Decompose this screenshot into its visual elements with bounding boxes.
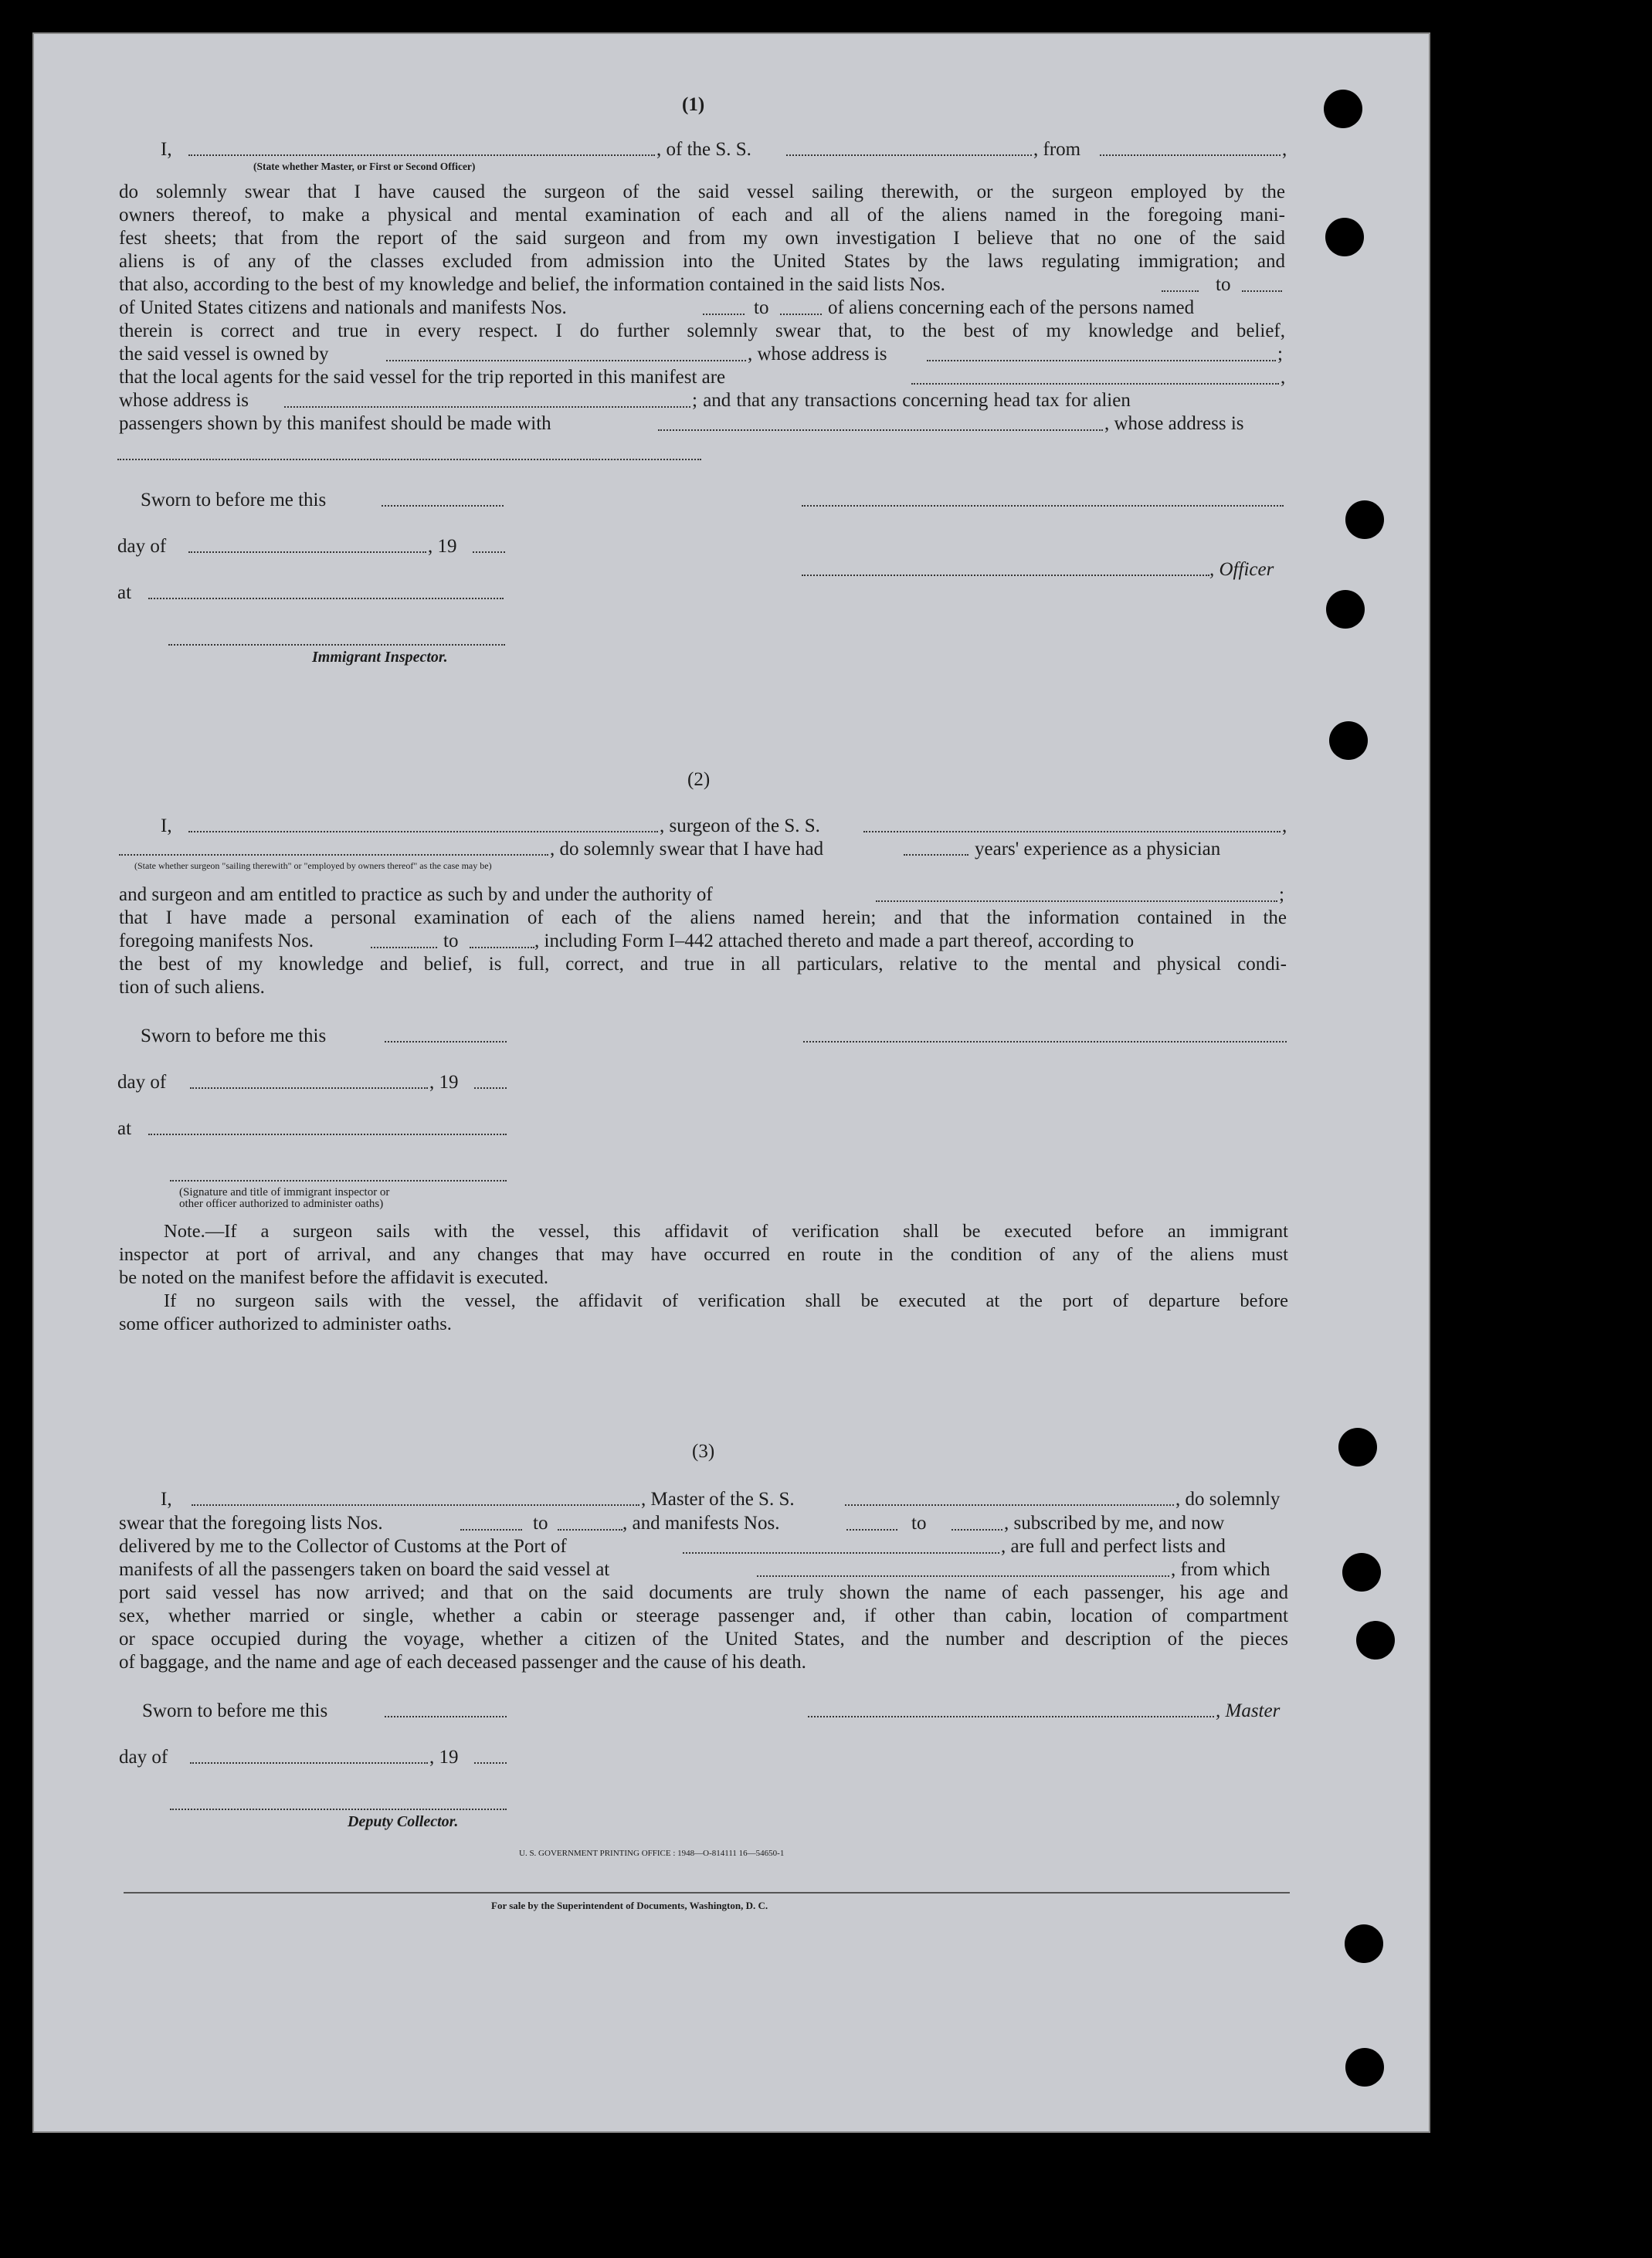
punch-hole-icon [1326, 590, 1365, 629]
s3-lists-text: swear that the foregoing lists Nos. [119, 1513, 383, 1534]
s2-note-line: some officer authorized to administer oaths. [119, 1314, 452, 1334]
s1-owner-address-label: , whose address is [748, 344, 887, 364]
s1-inspector-signature-field[interactable] [168, 644, 505, 646]
s3-line1-ss: , Master of the S. S. [641, 1489, 795, 1510]
s1-officer-label: , Officer [1209, 559, 1274, 580]
s1-owner-field[interactable] [386, 360, 746, 361]
s3-lists-from-field[interactable] [460, 1529, 522, 1531]
s2-authority-field[interactable] [876, 900, 1277, 902]
punch-hole-icon [1345, 500, 1384, 539]
s2-years-field[interactable] [904, 854, 968, 856]
s1-owned-text: the said vessel is owned by [119, 344, 329, 364]
s2-surgeon-name-field[interactable] [188, 831, 658, 832]
s1-headtax-text: ; and that any transactions concerning head tax for alien [692, 390, 1131, 411]
s1-para-line: aliens is of any of the classes excluded from admission into the United States by the laws regulating immigration; and [119, 251, 1285, 272]
s3-sworn-label: Sworn to before me this [142, 1700, 328, 1721]
s1-para-line: do solemnly swear that I have caused the surgeon of the said vessel sailing therewith, or the surgeon employed by the [119, 181, 1285, 202]
s2-semicolon: ; [1279, 884, 1284, 905]
s3-para-line: of baggage, and the name and age of each deceased passenger and the cause of his death. [119, 1652, 806, 1673]
s2-manifests-text: foregoing manifests Nos. [119, 931, 314, 951]
s2-manifests-from-field[interactable] [371, 947, 437, 948]
s3-manifests-text: , and manifests Nos. [622, 1513, 780, 1534]
s3-line1-i: I, [161, 1489, 172, 1510]
s3-from-which: , from which [1171, 1559, 1270, 1580]
s1-manifests-text: of United States citizens and nationals and manifests Nos. [119, 297, 567, 318]
s1-dayof-label: day of [117, 536, 167, 557]
s1-officer-signature-field[interactable] [802, 505, 1284, 507]
s1-manifests-from-field[interactable] [703, 314, 745, 315]
s1-agents-address-field[interactable] [284, 406, 690, 408]
s3-boarded-at-field[interactable] [757, 1575, 1169, 1577]
s3-lists-to-field[interactable] [558, 1529, 622, 1531]
s2-surgeon-signature-field[interactable] [803, 1041, 1287, 1043]
s3-port-field[interactable] [683, 1552, 999, 1554]
s1-para-line: owners thereof, to make a physical and mental examination of each and all of the aliens named in the foregoing mani- [119, 205, 1285, 225]
s1-para-line: fest sheets; that from the report of the said surgeon and from my own investigation I believe that no one of the said [119, 228, 1285, 249]
punch-hole-icon [1325, 218, 1364, 256]
s1-manifests-to-field[interactable] [780, 314, 822, 315]
s3-master-label: , Master [1216, 1700, 1281, 1721]
s1-agents-address-label: whose address is [119, 390, 249, 411]
s2-year-field[interactable] [474, 1087, 507, 1089]
punch-hole-icon [1342, 1553, 1381, 1592]
s1-manifests-tail: of aliens concerning each of the persons named [828, 297, 1195, 318]
s3-subscribed-text: , subscribed by me, and now [1004, 1513, 1225, 1534]
s3-para-line: or space occupied during the voyage, whether a citizen of the United States, and the number and description of the pieces [119, 1629, 1288, 1649]
punch-hole-icon [1329, 721, 1368, 760]
s1-manifests-to: to [754, 297, 769, 318]
s1-line1-ss: , of the S. S. [656, 139, 751, 160]
s2-line1-i: I, [161, 815, 172, 836]
s1-line1-i: I, [161, 139, 172, 160]
s1-inspector-label: Immigrant Inspector. [312, 649, 448, 666]
punch-hole-icon [1356, 1621, 1395, 1660]
s1-ship-name-field[interactable] [786, 154, 1032, 156]
s3-manifests-from-field[interactable] [846, 1529, 897, 1531]
s2-note-line: inspector at port of arrival, and any changes that may have occurred en route in the condition of any of the aliens must [119, 1244, 1288, 1265]
s3-master-name-field[interactable] [192, 1504, 639, 1506]
s1-at-field[interactable] [148, 598, 504, 599]
s2-sworn-label: Sworn to before me this [141, 1026, 327, 1046]
s2-note-line: Note.—If a surgeon sails with the vessel, this affidavit of verification shall be executed before an immigrant [164, 1221, 1288, 1242]
s2-swear-text: , do solemnly swear that I have had [550, 839, 824, 859]
s1-day-field[interactable] [188, 551, 426, 553]
s1-lists-from-field[interactable] [1162, 290, 1199, 292]
s2-ship-name-field[interactable] [863, 831, 1281, 832]
s3-lists-to: to [533, 1513, 548, 1534]
s3-port-text: delivered by me to the Collector of Customs at the Port of [119, 1536, 567, 1557]
s1-lists-to: to [1216, 274, 1231, 295]
section-2-number: (2) [687, 769, 711, 790]
s1-from-field[interactable] [1100, 154, 1281, 156]
s2-at-label: at [117, 1118, 132, 1139]
punch-hole-icon [1324, 90, 1362, 128]
s2-line1-comma: , [1282, 815, 1287, 836]
gpo-imprint: U. S. GOVERNMENT PRINTING OFFICE : 1948—O-814111 16—54650-1 [519, 1849, 785, 1858]
s2-form-text: , including Form I–442 attached thereto and made a part thereof, according to [534, 931, 1135, 951]
s3-ship-name-field[interactable] [845, 1504, 1174, 1506]
s1-para-line: therein is correct and true in every respect. I do further solemnly swear that, to the best of my knowledge and belief, [119, 320, 1285, 341]
s1-owner-address-field[interactable] [927, 360, 1276, 361]
s1-headtax-address-field[interactable] [117, 459, 701, 460]
s1-sworn-date-field[interactable] [382, 505, 504, 507]
section-1-number: (1) [682, 94, 705, 115]
s1-year-label: , 19 [428, 536, 457, 557]
s1-semicolon: ; [1277, 344, 1283, 364]
s3-sworn-date-field[interactable] [385, 1716, 507, 1717]
s3-dayof-label: day of [119, 1747, 168, 1768]
s3-collector-signature-field[interactable] [170, 1809, 507, 1810]
punch-hole-icon [1338, 1428, 1377, 1466]
section-3-number: (3) [692, 1441, 715, 1462]
s3-master-signature-field[interactable] [808, 1716, 1214, 1717]
s2-status-note: (State whether surgeon "sailing therewith" or "employed by owners thereof" as the case may be) [134, 860, 492, 871]
s1-passengers-text: passengers shown by this manifest should be made with [119, 413, 551, 434]
s1-at-label: at [117, 582, 132, 603]
s3-deputy-label: Deputy Collector. [348, 1813, 459, 1830]
s1-sworn-label: Sworn to before me this [141, 490, 327, 510]
s2-year-label: , 19 [429, 1072, 459, 1093]
s1-year-field[interactable] [473, 551, 505, 553]
s1-line1-comma: , [1282, 139, 1287, 160]
s1-agents-comma: , [1281, 367, 1286, 388]
s2-years-text: years' experience as a physician [975, 839, 1221, 859]
s2-note-line: be noted on the manifest before the affidavit is executed. [119, 1267, 549, 1288]
s2-para-line: tion of such aliens. [119, 977, 265, 998]
s2-para-line: that I have made a personal examination of each of the aliens named herein; and that the information contained in the [119, 907, 1287, 928]
s3-year-field[interactable] [474, 1762, 507, 1764]
s3-manifests-to: to [911, 1513, 927, 1534]
sale-notice: For sale by the Superintendent of Documents, Washington, D. C. [491, 1900, 768, 1911]
s1-agents-text: that the local agents for the said vessel for the trip reported in this manifest are [119, 367, 726, 388]
s3-boarded-text: manifests of all the passengers taken on board the said vessel at [119, 1559, 610, 1580]
s2-inspector-signature-field[interactable] [170, 1180, 507, 1182]
s3-line1-swear: , do solemnly [1175, 1489, 1281, 1510]
s1-officer-rank-field[interactable] [188, 154, 655, 156]
s1-lists-to-field[interactable] [1242, 290, 1282, 292]
s2-at-field[interactable] [148, 1134, 507, 1135]
s3-manifests-to-field[interactable] [952, 1529, 1002, 1531]
s2-line1-ss: , surgeon of the S. S. [660, 815, 820, 836]
s1-headtax-party-field[interactable] [658, 429, 1103, 431]
footer-rule [124, 1892, 1290, 1894]
s1-headtax-address-label: , whose address is [1104, 413, 1244, 434]
s3-day-field[interactable] [190, 1762, 428, 1764]
s2-sig-note-2: other officer authorized to administer oaths) [179, 1198, 384, 1210]
s3-para-line: sex, whether married or single, whether a cabin or steerage passenger and, if other than cabin, location of compartment [119, 1605, 1288, 1626]
s1-agents-field[interactable] [911, 383, 1279, 385]
s1-line1-from: , from [1033, 139, 1081, 160]
s2-sworn-date-field[interactable] [385, 1041, 507, 1043]
s1-rank-note: (State whether Master, or First or Second Officer) [253, 161, 476, 172]
s2-manifests-to: to [443, 931, 459, 951]
s2-day-field[interactable] [190, 1087, 428, 1089]
s2-para-line: the best of my knowledge and belief, is full, correct, and true in all particulars, relative to the mental and physical condi- [119, 954, 1287, 975]
s2-note-line: If no surgeon sails with the vessel, the affidavit of verification shall be executed at the port of departure before [164, 1290, 1288, 1311]
s2-status-field[interactable] [119, 854, 548, 856]
s2-manifests-to-field[interactable] [470, 947, 534, 948]
s3-perfect-text: , are full and perfect lists and [1001, 1536, 1226, 1557]
s2-sig-note-1: (Signature and title of immigrant inspector or [179, 1186, 390, 1199]
s3-para-line: port said vessel has now arrived; and that on the said documents are truly shown the name of each passenger, his age and [119, 1582, 1288, 1603]
s1-lists-text: that also, according to the best of my knowledge and belief, the information contained in the said lists Nos. [119, 274, 945, 295]
punch-hole-icon [1345, 2048, 1384, 2087]
s2-authority-text: and surgeon and am entitled to practice as such by and under the authority of [119, 884, 713, 905]
punch-hole-icon [1345, 1924, 1383, 1963]
s3-year-label: , 19 [429, 1747, 459, 1768]
s2-dayof-label: day of [117, 1072, 167, 1093]
s1-officer-title-field[interactable] [802, 575, 1209, 576]
